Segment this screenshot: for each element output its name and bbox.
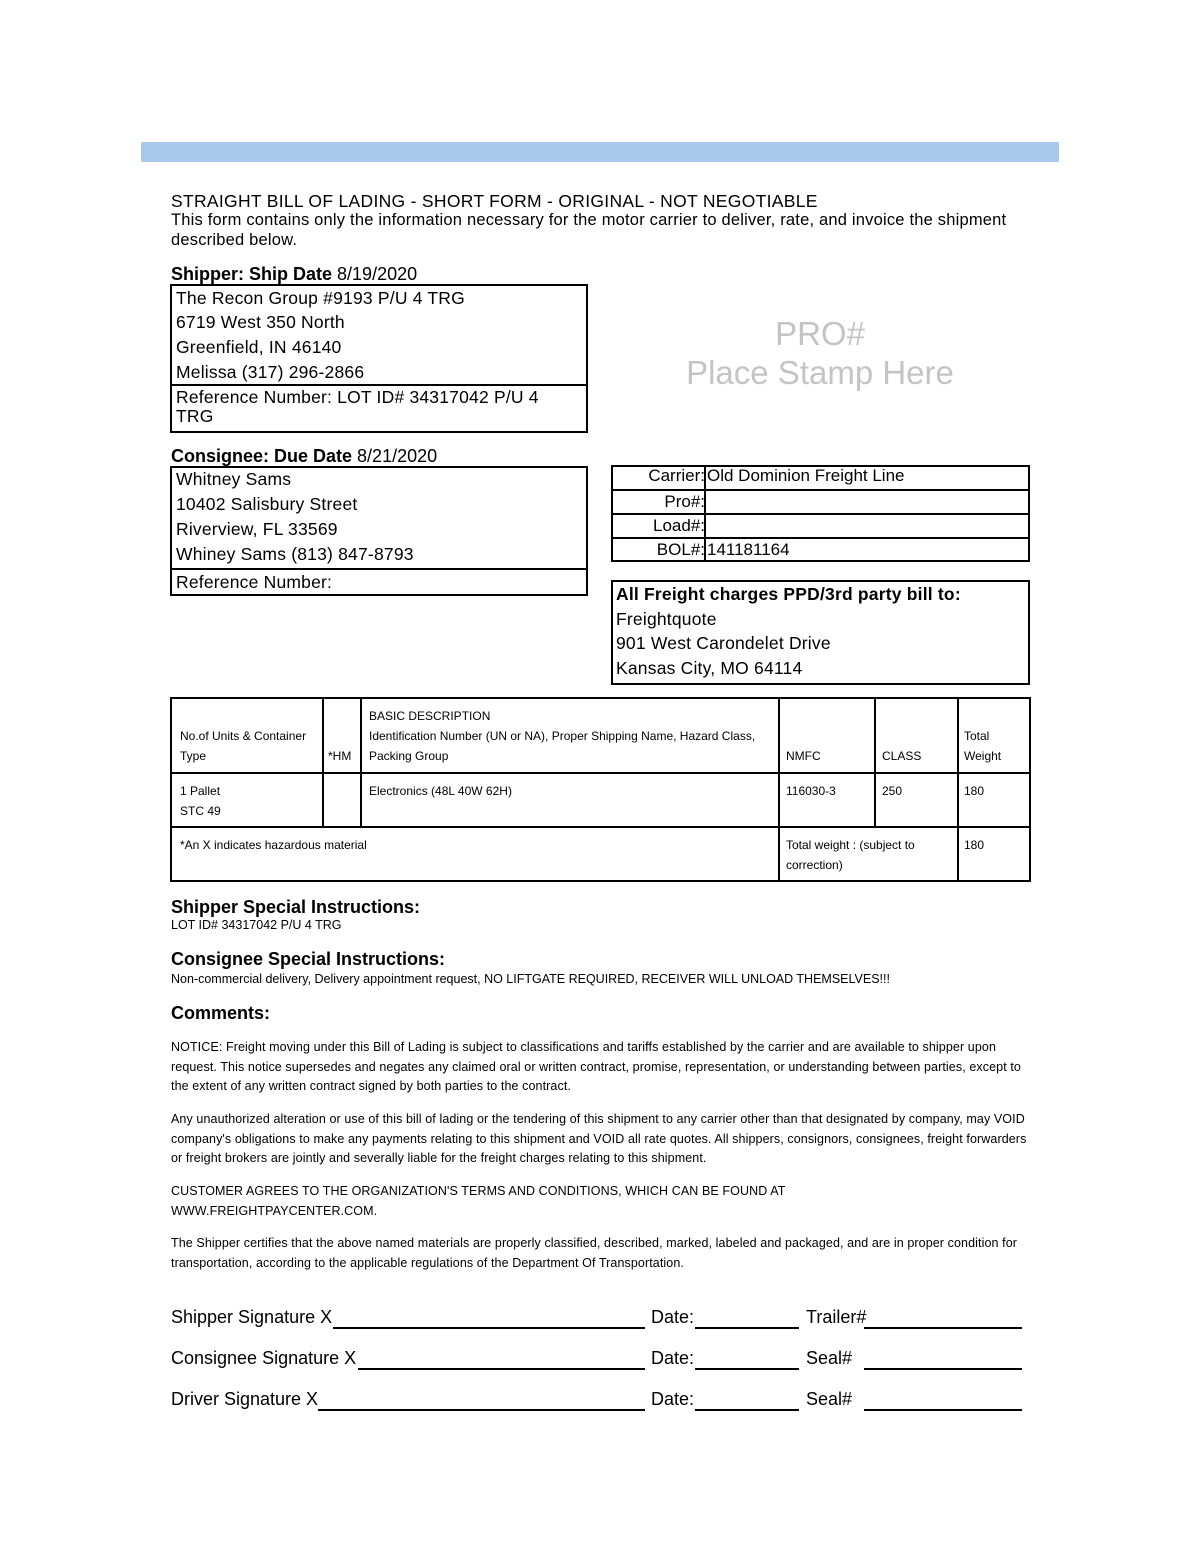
shipper-line: Melissa (317) 296-2866 [176, 362, 365, 382]
shipper-box [170, 284, 588, 433]
row-units-line1: 1 Pallet [180, 784, 221, 798]
consignee-line: 10402 Salisbury Street [176, 494, 358, 514]
row-desc: Electronics (48L 40W 62H) [369, 784, 512, 798]
trailer-label: Trailer# [806, 1307, 867, 1327]
goods-table [170, 697, 1031, 882]
row-weight: 180 [964, 784, 985, 798]
row-nmfc: 116030-3 [786, 784, 836, 798]
carrier-value: Old Dominion Freight Line [707, 466, 905, 485]
consignee-line: Riverview, FL 33569 [176, 519, 338, 539]
billto-line: 901 West Carondelet Drive [616, 633, 831, 653]
driver-signature-line[interactable] [318, 1409, 645, 1411]
divider [172, 772, 1029, 774]
divider [172, 384, 586, 386]
hazmat-note: *An X indicates hazardous material [180, 838, 367, 852]
consignee-line: Whitney Sams [176, 469, 292, 489]
consignee-heading [171, 446, 437, 467]
billto-heading: All Freight charges PPD/3rd party bill to: [616, 584, 961, 604]
trailer-line[interactable] [864, 1327, 1022, 1329]
pro-label: Pro#: [664, 492, 705, 511]
consignee-heading-label: Consignee: Due Date [171, 446, 353, 466]
billto-line: Kansas City, MO 64114 [616, 658, 803, 678]
seal-label: Seal# [806, 1348, 853, 1368]
shipper-line: The Recon Group #9193 P/U 4 TRG [176, 288, 465, 308]
consignee-signature-label: Consignee Signature X [171, 1348, 357, 1368]
notice-paragraph: NOTICE: Freight moving under this Bill of Lading is subject to classifications and tariffs established by the carrier and are available to shipper upon request. This notice supersedes and negates any claimed oral or written contract, promise, representation, or understanding between parties, except to the extent of any written contract signed by both parties to the contract. [171, 1040, 1021, 1093]
divider [874, 699, 876, 827]
billto-box [611, 580, 1030, 685]
driver-date-line[interactable] [695, 1409, 799, 1411]
divider [172, 826, 1029, 828]
alteration-paragraph: Any unauthorized alteration or use of this bill of lading or the tendering of this shipment to any carrier other than that designated by company, may VOID company's obligations to make any payments relating to this shipment and VOID all rate quotes. All shippers, consignors, consignees, freight forwarders or freight brokers are jointly and severally liable for the freight charges relating to this shipment. [171, 1112, 1027, 1165]
consignee-reference: Reference Number: [176, 572, 333, 592]
pro-stamp-line1: PRO# [775, 315, 865, 352]
shipper-instructions-text: LOT ID# 34317042 P/U 4 TRG [171, 918, 342, 932]
carrier-table [611, 465, 1030, 562]
col-header-nmfc: NMFC [786, 749, 821, 763]
load-label: Load#: [653, 516, 705, 535]
driver-date-label: Date: [651, 1389, 695, 1409]
col-header-desc-title: BASIC DESCRIPTION [369, 709, 491, 723]
consignee-instructions-heading: Consignee Special Instructions: [171, 949, 446, 969]
consignee-date-label: Date: [651, 1348, 695, 1368]
col-header-class: CLASS [882, 749, 922, 763]
bol-row [613, 537, 1028, 563]
col-header-weight: Total Weight [964, 729, 1002, 763]
load-row [613, 513, 1028, 539]
billto-line: Freightquote [616, 609, 717, 629]
col-header-desc [369, 706, 769, 766]
shipper-date-label: Date: [651, 1307, 695, 1327]
shipper-instructions-heading: Shipper Special Instructions: [171, 897, 421, 917]
consignee-date-line[interactable] [695, 1368, 799, 1370]
document-title: STRAIGHT BILL OF LADING - SHORT FORM - ORIGINAL - NOT NEGOTIABLE [171, 191, 818, 211]
carrier-row [613, 465, 1028, 489]
row-units-line2: STC 49 [180, 804, 221, 818]
driver-seal-label: Seal# [806, 1389, 853, 1409]
shipper-signature-label: Shipper Signature X [171, 1307, 333, 1327]
seal-line[interactable] [864, 1368, 1022, 1370]
divider [172, 568, 586, 570]
bol-label: BOL#: [656, 540, 705, 559]
consignee-instructions-text: Non-commercial delivery, Delivery appointment request, NO LIFTGATE REQUIRED, RECEIVER WILL UNLOAD THEMSELVES!!! [171, 972, 890, 986]
col-header-hm: *HM [328, 749, 352, 763]
due-date: 8/21/2020 [357, 446, 438, 466]
header-bar [141, 142, 1059, 162]
row-class: 250 [882, 784, 903, 798]
consignee-box [170, 466, 588, 596]
divider [778, 699, 780, 880]
shipper-line: 6719 West 350 North [176, 312, 345, 332]
divider [957, 699, 959, 880]
comments-heading: Comments: [171, 1003, 271, 1023]
shipper-signature-line[interactable] [333, 1327, 645, 1329]
pro-stamp-line2: Place Stamp Here [686, 354, 954, 391]
row-units [180, 781, 221, 821]
shipper-line: Greenfield, IN 46140 [176, 337, 342, 357]
total-weight-label: Total weight : (subject to correction) [786, 838, 915, 872]
bol-value: 141181164 [707, 540, 790, 559]
document-subtitle: This form contains only the information necessary for the motor carrier to deliver, rate, and invoice the shipment described below. [171, 211, 1007, 249]
divider [322, 699, 324, 827]
carrier-label: Carrier: [648, 466, 705, 485]
driver-signature-label: Driver Signature X [171, 1389, 319, 1409]
total-weight-value: 180 [964, 838, 985, 852]
certify-paragraph: The Shipper certifies that the above named materials are properly classified, described, marked, labeled and packaged, and are in proper condition for transportation, according to the applicable regulations of the Department Of Transportation. [171, 1236, 1018, 1270]
shipper-date-line[interactable] [695, 1327, 799, 1329]
col-header-units: No.of Units & Container Type [180, 729, 307, 763]
shipper-heading [171, 264, 417, 285]
shipper-reference: Reference Number: LOT ID# 34317042 P/U 4 TRG [176, 387, 539, 426]
shipper-heading-label: Shipper: Ship Date [171, 264, 333, 284]
pro-row [613, 489, 1028, 515]
col-header-desc-sub: Identification Number (UN or NA), Proper Shipping Name, Hazard Class, Packing Group [369, 729, 756, 763]
consignee-signature-line[interactable] [358, 1368, 645, 1370]
divider [360, 699, 362, 827]
driver-seal-line[interactable] [864, 1409, 1022, 1411]
pro-stamp-placeholder [640, 314, 1000, 392]
consignee-line: Whiney Sams (813) 847-8793 [176, 544, 414, 564]
ship-date: 8/19/2020 [337, 264, 418, 284]
customer-terms-paragraph: CUSTOMER AGREES TO THE ORGANIZATION'S TERMS AND CONDITIONS, WHICH CAN BE FOUND AT WWW.FREIGHTPAYCENTER.COM. [171, 1184, 786, 1218]
